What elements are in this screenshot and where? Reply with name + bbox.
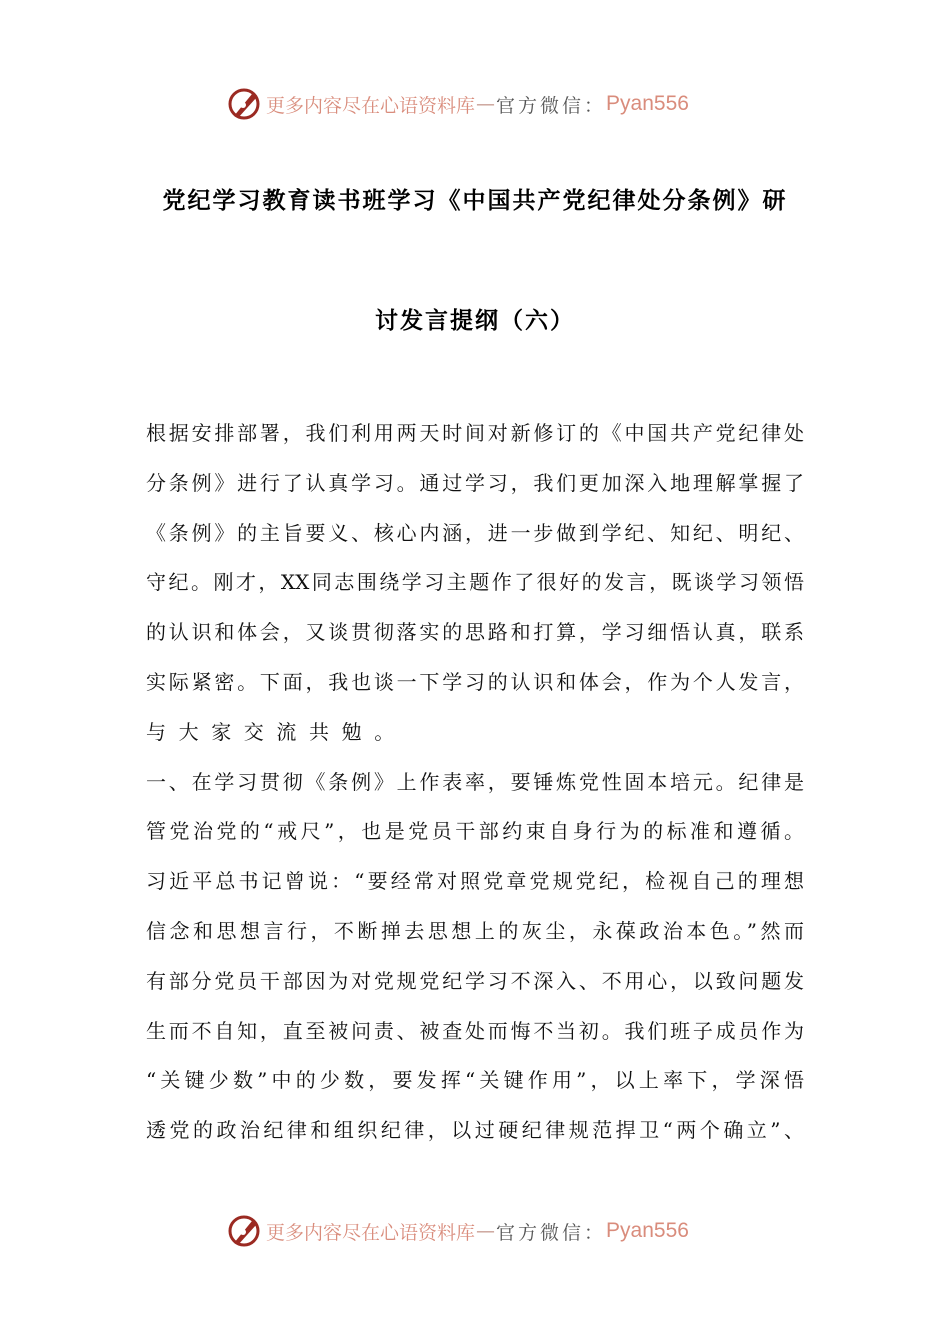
banner-dash: —: [476, 1220, 496, 1242]
body-line: 与大家交流共勉。: [146, 719, 407, 744]
body-line: 实际紧密。下面，我也谈一下学习的认识和体会，作为个人发言，: [146, 670, 804, 694]
body-line: 守纪。刚才，XX同志围绕学习主题作了很好的发言，既谈学习领悟: [146, 570, 804, 595]
body-line: 有部分党员干部因为对党规党纪学习不深入、不用心，以致问题发: [146, 968, 804, 993]
banner-wechat-label: 官方微信：: [496, 1221, 607, 1244]
banner-site-text: 更多内容尽在心语资料库: [266, 94, 476, 117]
banner-site-text: 更多内容尽在心语资料库: [266, 1221, 476, 1244]
body-line: 一、在学习贯彻《条例》上作表率，要锤炼党性固本培元。纪律是: [146, 769, 804, 794]
body-line: 管党治党的“戒尺”，也是党员干部约束自身行为的标准和遵循。: [146, 819, 804, 844]
body-line: 透党的政治纪律和组织纪律，以过硬纪律规范捍卫“两个确立”、: [146, 1118, 804, 1143]
body-line: 根据安排部署，我们利用两天时间对新修订的《中国共产党纪律处: [146, 421, 804, 445]
document-title-line1: 党纪学习教育读书班学习《中国共产党纪律处分条例》研: [162, 187, 788, 214]
body-line: 分条例》进行了认真学习。通过学习，我们更加深入地理解掌握了: [146, 470, 804, 495]
banner-wechat-label: 官方微信：: [496, 94, 607, 117]
header-banner: [226, 86, 716, 122]
body-line: 习近平总书记曾说：“要经常对照党章党规党纪，检视自己的理想: [146, 869, 804, 894]
body-line: 的认识和体会，又谈贯彻落实的思路和打算，学习细悟认真，联系: [146, 620, 804, 645]
quill-logo-icon: [226, 86, 262, 122]
banner-dash: —: [476, 93, 496, 115]
body-line: 《条例》的主旨要义、核心内涵，进一步做到学纪、知纪、明纪、: [146, 520, 804, 545]
footer-banner: [226, 1213, 716, 1249]
body-line: “关键少数”中的少数，要发挥“关键作用”，以上率下，学深悟: [146, 1068, 804, 1093]
banner-wechat-id: Pyan556: [606, 1219, 689, 1242]
document-title-line2: 讨发言提纲（六）: [375, 307, 575, 334]
banner-wechat-id: Pyan556: [606, 92, 689, 115]
body-line: 生而不自知，直至被问责、被查处而悔不当初。我们班子成员作为: [146, 1018, 804, 1043]
quill-logo-icon: [226, 1213, 262, 1249]
body-line: 信念和思想言行，不断掸去思想上的灰尘，永葆政治本色。”然而: [146, 919, 804, 943]
